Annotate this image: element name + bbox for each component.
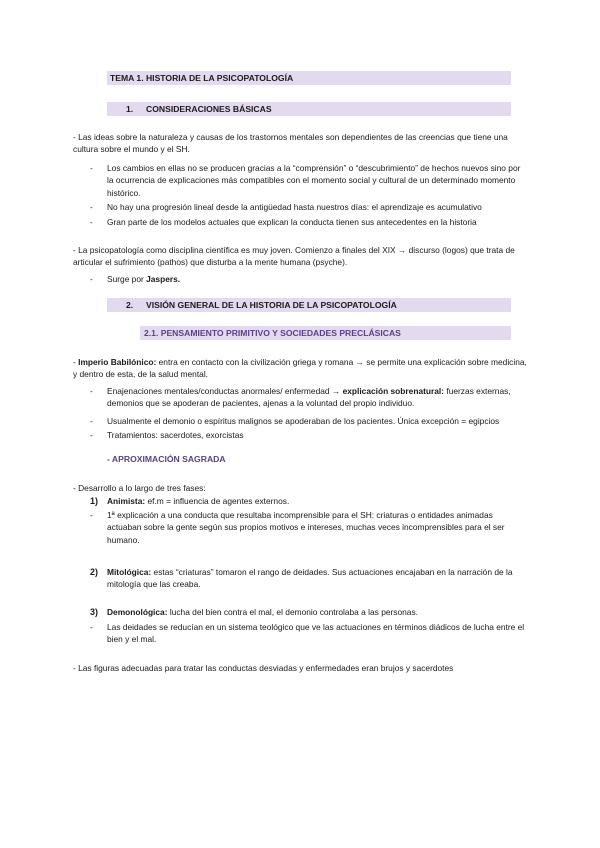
subsection-heading: 2.1. PENSAMIENTO PRIMITIVO Y SOCIEDADES PRECLÁSICAS bbox=[140, 326, 511, 340]
bullet-item: Gran parte de los modelos actuales que explican la conducta tienen sus antecedentes en la historia bbox=[107, 217, 477, 227]
bullet-dash: - bbox=[90, 510, 93, 520]
section-number: 1. bbox=[126, 104, 134, 114]
list-number: 2) bbox=[90, 567, 99, 577]
section-heading-2 bbox=[107, 298, 511, 312]
section-heading-1 bbox=[107, 102, 511, 116]
term-explicacion-sobrenatural: explicación sobrenatural: bbox=[342, 386, 445, 396]
numbered-item: Animista: ef.m = influencia de agentes externos. bbox=[107, 496, 290, 506]
bullet-dash: - bbox=[90, 163, 93, 173]
paragraph: - Las figuras adecuadas para tratar las conductas desviadas y enfermedades eran brujos y sacerdotes bbox=[73, 663, 454, 673]
bullet-dash: - bbox=[90, 217, 93, 227]
bullet-item: No hay una progresión lineal desde la antigüedad hasta nuestros días: el aprendizaje es acumulativo bbox=[107, 202, 482, 212]
section-label: CONSIDERACIONES BÁSICAS bbox=[146, 104, 272, 114]
numbered-item: Demonológica: lucha del bien contra el mal, el demonio controlaba a las personas. bbox=[107, 607, 418, 617]
paragraph: - Imperio Babilónico: entra en contacto con la civilización griega y romana → se permite una explicación sobre medicina, y dentro de esta, de la salud mental. bbox=[73, 357, 527, 380]
list-number: 1) bbox=[90, 496, 99, 506]
bullet-dash: - bbox=[90, 430, 93, 440]
bullet-item: Enajenaciones mentales/conductas anormales/ enfermedad → explicación sobrenatural: fuerzas externas, demonios que se apoderan de pacientes, ajenas a la voluntad del propio individuo. bbox=[107, 386, 511, 409]
bullet-item: Usualmente el demonio o espíritus malignos se apoderaban de los pacientes. Única excepción = egipcios bbox=[107, 416, 500, 426]
page-title: TEMA 1. HISTORIA DE LA PSICOPATOLOGÍA bbox=[107, 71, 511, 85]
bullet-item: Las deidades se reducían en un sistema teológico que ve las actuaciones en términos diádicos de lucha entre el bien y el mal. bbox=[107, 622, 525, 645]
bullet-dash: - bbox=[90, 274, 93, 284]
section-label: VISIÓN GENERAL DE LA HISTORIA DE LA PSICOPATOLOGÍA bbox=[146, 300, 397, 310]
bullet-dash: - bbox=[90, 622, 93, 632]
paragraph: - Desarrollo a lo largo de tres fases: bbox=[73, 483, 206, 493]
term-imperio-babilonico: Imperio Babilónico: bbox=[78, 357, 157, 367]
list-number: 3) bbox=[90, 607, 99, 617]
bullet-item: Surge por Jaspers. bbox=[107, 274, 181, 284]
paragraph: - Las ideas sobre la naturaleza y causas de los trastornos mentales son dependientes de las creencias que tiene una cultura sobre el mundo y el SH. bbox=[73, 132, 508, 155]
bullet-dash: - bbox=[90, 416, 93, 426]
bullet-item: Los cambios en ellas no se producen gracias a la “comprensión” o “descubrimiento” de hechos nuevos sino por la ocurrencia de explicaciones más compatibles con el momento social y cultural de un determinado momento histórico. bbox=[107, 163, 521, 198]
bullet-dash: - bbox=[90, 202, 93, 212]
paragraph: - La psicopatología como disciplina científica es muy joven. Comienzo a finales del XIX → discurso (logos) que trata de articular el sufrimiento (pathos) que disturba a la mente humana (psyche). bbox=[73, 245, 515, 268]
bullet-dash: - bbox=[90, 386, 93, 396]
jaspers-name: Jaspers. bbox=[146, 274, 181, 284]
aproximacion-heading: - APROXIMACIÓN SAGRADA bbox=[107, 454, 226, 464]
bullet-item: 1ª explicación a una conducta que resultaba incomprensible para el SH: criaturas o entidades animadas actuaban sobre la gente según sus propios motivos e intereses, muchas veces incomprensibles para el ser humano. bbox=[107, 510, 505, 545]
section-number: 2. bbox=[126, 300, 134, 310]
numbered-item: Mitológica: estas “criaturas” tomaron el rango de deidades. Sus actuaciones encajaban en la narración de la mitología que las creaba. bbox=[107, 567, 513, 590]
bullet-item: Tratamientos: sacerdotes, exorcistas bbox=[107, 430, 244, 440]
